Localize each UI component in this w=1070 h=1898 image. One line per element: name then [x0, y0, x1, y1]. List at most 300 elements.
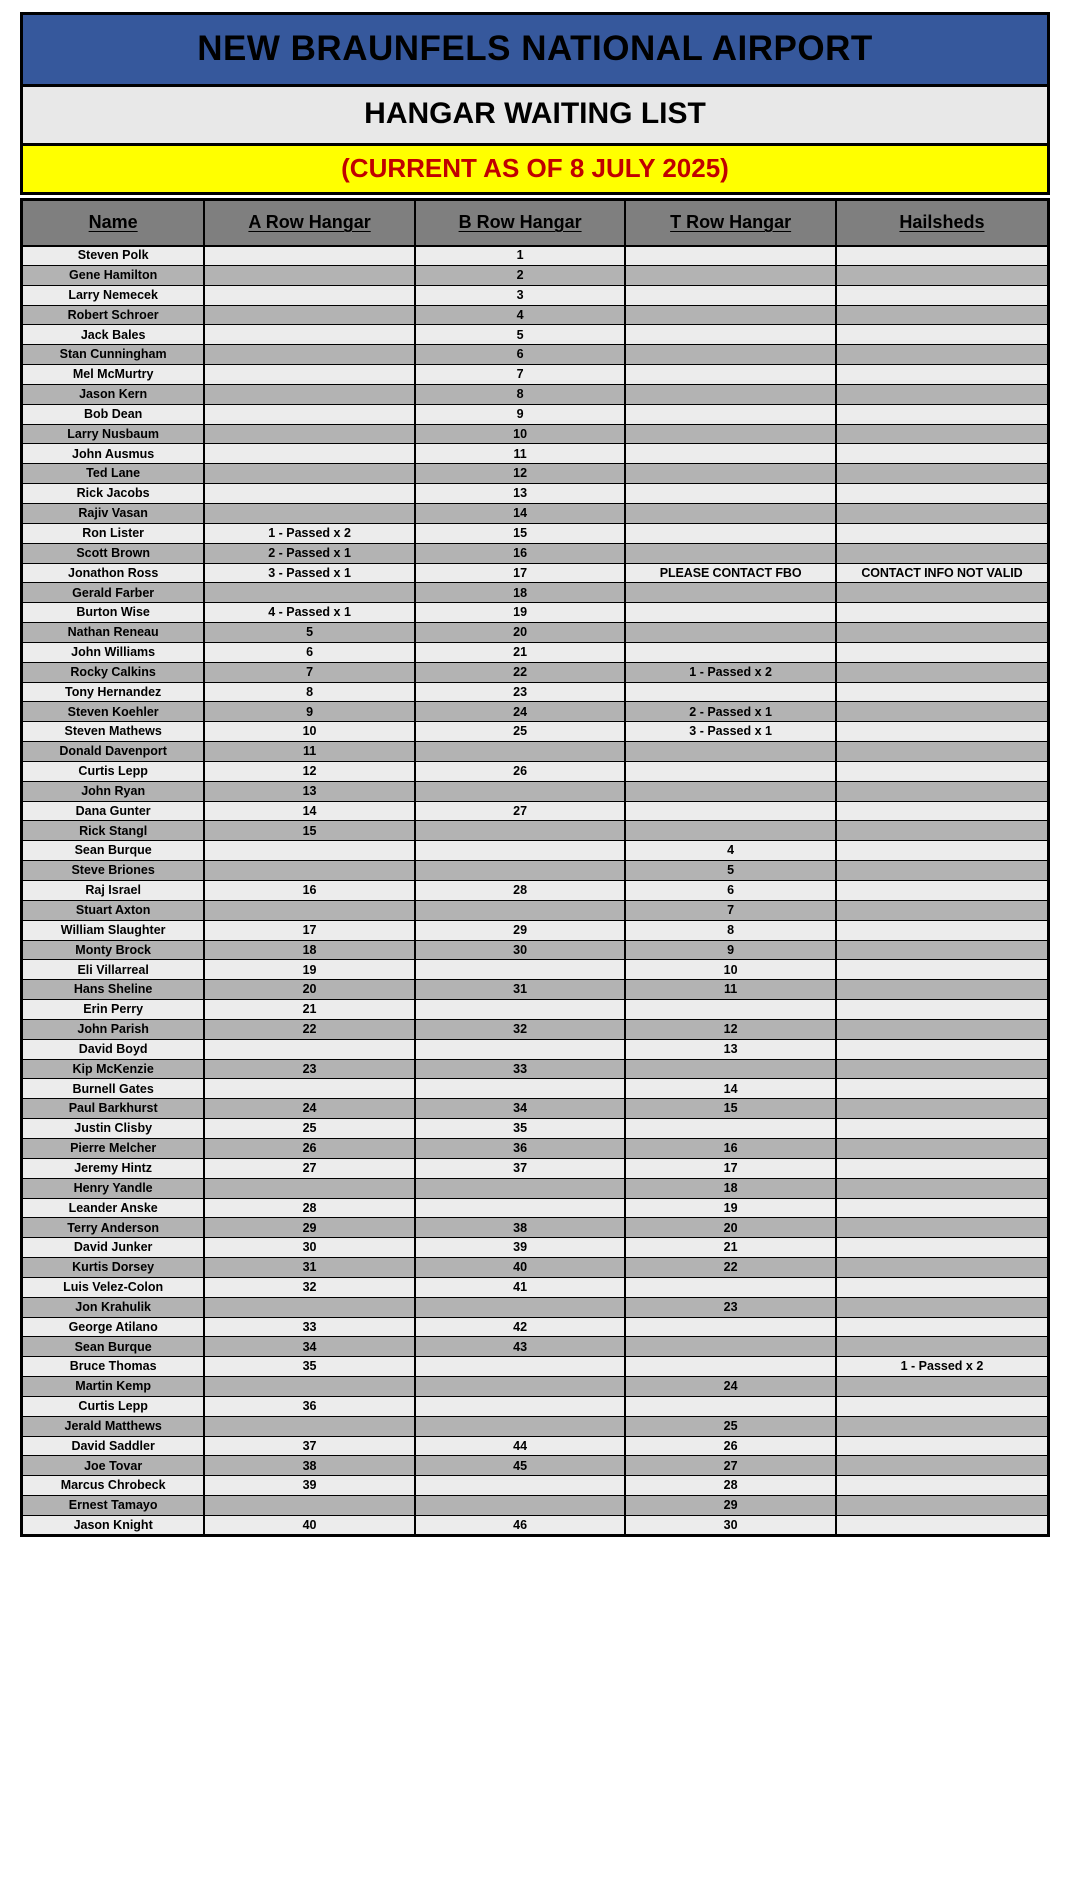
cell-t-row-hangar: 6 [625, 881, 836, 901]
cell-b-row-hangar: 43 [415, 1337, 626, 1357]
cell-b-row-hangar: 27 [415, 801, 626, 821]
cell-hailsheds [836, 1277, 1049, 1297]
cell-b-row-hangar: 42 [415, 1317, 626, 1337]
cell-name: John Ausmus [22, 444, 205, 464]
cell-b-row-hangar [415, 861, 626, 881]
table-row [22, 920, 1049, 940]
cell-t-row-hangar [625, 424, 836, 444]
cell-name: Curtis Lepp [22, 1396, 205, 1416]
cell-a-row-hangar [204, 246, 415, 266]
table-row [22, 424, 1049, 444]
cell-b-row-hangar: 9 [415, 404, 626, 424]
cell-b-row-hangar: 11 [415, 444, 626, 464]
cell-hailsheds [836, 1079, 1049, 1099]
cell-a-row-hangar: 33 [204, 1317, 415, 1337]
cell-name: Joe Tovar [22, 1456, 205, 1476]
cell-a-row-hangar: 16 [204, 881, 415, 901]
cell-b-row-hangar: 7 [415, 365, 626, 385]
cell-name: Hans Sheline [22, 980, 205, 1000]
cell-name: Jason Knight [22, 1516, 205, 1536]
table-row [22, 841, 1049, 861]
cell-a-row-hangar: 35 [204, 1357, 415, 1377]
cell-hailsheds [836, 1436, 1049, 1456]
table-row [22, 1079, 1049, 1099]
cell-t-row-hangar: 22 [625, 1258, 836, 1278]
table-row [22, 761, 1049, 781]
table-row [22, 801, 1049, 821]
table-row [22, 940, 1049, 960]
cell-a-row-hangar: 9 [204, 702, 415, 722]
cell-a-row-hangar [204, 861, 415, 881]
cell-name: Gerald Farber [22, 583, 205, 603]
cell-hailsheds [836, 1317, 1049, 1337]
cell-name: Luis Velez-Colon [22, 1277, 205, 1297]
cell-t-row-hangar [625, 1317, 836, 1337]
table-row [22, 1099, 1049, 1119]
cell-hailsheds [836, 722, 1049, 742]
table-row [22, 1277, 1049, 1297]
cell-b-row-hangar: 34 [415, 1099, 626, 1119]
table-row [22, 1178, 1049, 1198]
table-body [22, 246, 1049, 1536]
table-row [22, 503, 1049, 523]
cell-a-row-hangar: 30 [204, 1238, 415, 1258]
cell-t-row-hangar [625, 285, 836, 305]
cell-a-row-hangar: 34 [204, 1337, 415, 1357]
cell-name: Erin Perry [22, 1000, 205, 1020]
cell-t-row-hangar: 23 [625, 1297, 836, 1317]
table-row [22, 702, 1049, 722]
cell-a-row-hangar: 31 [204, 1258, 415, 1278]
cell-t-row-hangar: 12 [625, 1019, 836, 1039]
cell-name: Leander Anske [22, 1198, 205, 1218]
table-row [22, 1337, 1049, 1357]
table-row [22, 1059, 1049, 1079]
cell-hailsheds [836, 523, 1049, 543]
cell-a-row-hangar: 39 [204, 1476, 415, 1496]
cell-name: Gene Hamilton [22, 265, 205, 285]
cell-name: Tony Hernandez [22, 682, 205, 702]
cell-b-row-hangar: 19 [415, 603, 626, 623]
cell-name: Curtis Lepp [22, 761, 205, 781]
cell-hailsheds [836, 881, 1049, 901]
table-row [22, 1258, 1049, 1278]
cell-b-row-hangar: 40 [415, 1258, 626, 1278]
cell-b-row-hangar: 41 [415, 1277, 626, 1297]
cell-b-row-hangar [415, 1178, 626, 1198]
cell-name: Terry Anderson [22, 1218, 205, 1238]
cell-name: John Parish [22, 1019, 205, 1039]
table-row [22, 464, 1049, 484]
cell-a-row-hangar [204, 1496, 415, 1516]
cell-name: Jeremy Hintz [22, 1158, 205, 1178]
cell-t-row-hangar [625, 404, 836, 424]
cell-hailsheds [836, 1238, 1049, 1258]
cell-name: Mel McMurtry [22, 365, 205, 385]
cell-name: Jason Kern [22, 384, 205, 404]
cell-name: David Junker [22, 1238, 205, 1258]
cell-t-row-hangar: 7 [625, 900, 836, 920]
cell-name: Steven Polk [22, 246, 205, 266]
cell-a-row-hangar [204, 424, 415, 444]
table-row [22, 1019, 1049, 1039]
table-header-row [22, 200, 1049, 246]
table-row [22, 543, 1049, 563]
cell-b-row-hangar: 35 [415, 1119, 626, 1139]
table-row [22, 1218, 1049, 1238]
cell-a-row-hangar [204, 404, 415, 424]
cell-t-row-hangar [625, 365, 836, 385]
cell-a-row-hangar [204, 841, 415, 861]
cell-a-row-hangar: 11 [204, 742, 415, 762]
cell-t-row-hangar [625, 305, 836, 325]
table-row [22, 821, 1049, 841]
cell-t-row-hangar [625, 484, 836, 504]
cell-b-row-hangar [415, 1297, 626, 1317]
cell-a-row-hangar [204, 900, 415, 920]
cell-t-row-hangar: 10 [625, 960, 836, 980]
cell-t-row-hangar [625, 503, 836, 523]
cell-b-row-hangar: 31 [415, 980, 626, 1000]
cell-t-row-hangar: 28 [625, 1476, 836, 1496]
table-row [22, 246, 1049, 266]
cell-t-row-hangar [625, 246, 836, 266]
cell-hailsheds [836, 265, 1049, 285]
cell-t-row-hangar [625, 781, 836, 801]
cell-name: Henry Yandle [22, 1178, 205, 1198]
cell-a-row-hangar: 29 [204, 1218, 415, 1238]
cell-a-row-hangar: 15 [204, 821, 415, 841]
cell-name: Donald Davenport [22, 742, 205, 762]
cell-b-row-hangar [415, 781, 626, 801]
cell-t-row-hangar: 25 [625, 1416, 836, 1436]
cell-b-row-hangar: 39 [415, 1238, 626, 1258]
cell-t-row-hangar [625, 1337, 836, 1357]
cell-hailsheds [836, 781, 1049, 801]
cell-hailsheds [836, 603, 1049, 623]
cell-a-row-hangar: 26 [204, 1138, 415, 1158]
cell-t-row-hangar: 1 - Passed x 2 [625, 662, 836, 682]
cell-t-row-hangar: 16 [625, 1138, 836, 1158]
cell-b-row-hangar: 13 [415, 484, 626, 504]
cell-hailsheds [836, 920, 1049, 940]
table-row [22, 1357, 1049, 1377]
cell-t-row-hangar [625, 623, 836, 643]
table-row [22, 1138, 1049, 1158]
cell-hailsheds [836, 1297, 1049, 1317]
cell-name: Stan Cunningham [22, 345, 205, 365]
cell-a-row-hangar: 23 [204, 1059, 415, 1079]
cell-hailsheds [836, 1059, 1049, 1079]
cell-hailsheds [836, 345, 1049, 365]
cell-name: Justin Clisby [22, 1119, 205, 1139]
table-row [22, 662, 1049, 682]
cell-b-row-hangar: 10 [415, 424, 626, 444]
cell-name: Dana Gunter [22, 801, 205, 821]
cell-b-row-hangar: 38 [415, 1218, 626, 1238]
cell-t-row-hangar [625, 583, 836, 603]
cell-b-row-hangar: 36 [415, 1138, 626, 1158]
cell-t-row-hangar: 15 [625, 1099, 836, 1119]
cell-hailsheds [836, 1377, 1049, 1397]
cell-b-row-hangar: 12 [415, 464, 626, 484]
cell-a-row-hangar: 8 [204, 682, 415, 702]
cell-b-row-hangar [415, 1416, 626, 1436]
cell-a-row-hangar: 27 [204, 1158, 415, 1178]
cell-hailsheds [836, 1258, 1049, 1278]
cell-name: Monty Brock [22, 940, 205, 960]
cell-t-row-hangar [625, 801, 836, 821]
cell-name: Bruce Thomas [22, 1357, 205, 1377]
cell-a-row-hangar: 40 [204, 1516, 415, 1536]
cell-b-row-hangar: 22 [415, 662, 626, 682]
cell-t-row-hangar [625, 265, 836, 285]
cell-name: Robert Schroer [22, 305, 205, 325]
table-row [22, 1317, 1049, 1337]
table-row [22, 523, 1049, 543]
cell-b-row-hangar: 15 [415, 523, 626, 543]
hangar-waiting-list-table [20, 198, 1050, 1537]
table-row [22, 1516, 1049, 1536]
table-row [22, 1198, 1049, 1218]
cell-t-row-hangar [625, 1357, 836, 1377]
cell-name: Larry Nusbaum [22, 424, 205, 444]
cell-name: Stuart Axton [22, 900, 205, 920]
table-row [22, 305, 1049, 325]
cell-t-row-hangar: 11 [625, 980, 836, 1000]
cell-b-row-hangar: 33 [415, 1059, 626, 1079]
cell-name: Paul Barkhurst [22, 1099, 205, 1119]
cell-t-row-hangar [625, 1277, 836, 1297]
cell-name: Raj Israel [22, 881, 205, 901]
cell-t-row-hangar: 30 [625, 1516, 836, 1536]
cell-hailsheds [836, 1198, 1049, 1218]
cell-name: Rick Jacobs [22, 484, 205, 504]
cell-t-row-hangar: 24 [625, 1377, 836, 1397]
cell-a-row-hangar: 24 [204, 1099, 415, 1119]
airport-title: NEW BRAUNFELS NATIONAL AIRPORT [23, 15, 1047, 84]
cell-t-row-hangar [625, 543, 836, 563]
cell-name: David Saddler [22, 1436, 205, 1456]
cell-a-row-hangar: 1 - Passed x 2 [204, 523, 415, 543]
cell-b-row-hangar: 32 [415, 1019, 626, 1039]
cell-a-row-hangar: 4 - Passed x 1 [204, 603, 415, 623]
table-row [22, 484, 1049, 504]
cell-hailsheds [836, 285, 1049, 305]
table-row [22, 563, 1049, 583]
table-row [22, 1496, 1049, 1516]
cell-b-row-hangar: 26 [415, 761, 626, 781]
table-row [22, 1436, 1049, 1456]
cell-t-row-hangar [625, 742, 836, 762]
table-row [22, 1039, 1049, 1059]
cell-name: George Atilano [22, 1317, 205, 1337]
table-row [22, 642, 1049, 662]
table-row [22, 1000, 1049, 1020]
cell-name: Steven Mathews [22, 722, 205, 742]
cell-name: Ernest Tamayo [22, 1496, 205, 1516]
cell-name: Jerald Matthews [22, 1416, 205, 1436]
cell-t-row-hangar: PLEASE CONTACT FBO [625, 563, 836, 583]
table-row [22, 325, 1049, 345]
cell-t-row-hangar: 14 [625, 1079, 836, 1099]
cell-hailsheds [836, 841, 1049, 861]
cell-hailsheds [836, 464, 1049, 484]
cell-hailsheds [836, 404, 1049, 424]
cell-t-row-hangar: 19 [625, 1198, 836, 1218]
cell-hailsheds [836, 1138, 1049, 1158]
cell-name: Jonathon Ross [22, 563, 205, 583]
cell-hailsheds: CONTACT INFO NOT VALID [836, 563, 1049, 583]
cell-hailsheds [836, 543, 1049, 563]
cell-b-row-hangar: 8 [415, 384, 626, 404]
table-row [22, 404, 1049, 424]
table-row [22, 900, 1049, 920]
cell-t-row-hangar: 9 [625, 940, 836, 960]
cell-b-row-hangar: 28 [415, 881, 626, 901]
cell-t-row-hangar: 8 [625, 920, 836, 940]
cell-b-row-hangar [415, 841, 626, 861]
cell-t-row-hangar [625, 1000, 836, 1020]
cell-name: Ron Lister [22, 523, 205, 543]
column-header-t-row-hangar: T Row Hangar [625, 200, 836, 246]
cell-a-row-hangar [204, 1416, 415, 1436]
column-header-b-row-hangar: B Row Hangar [415, 200, 626, 246]
cell-t-row-hangar [625, 1119, 836, 1139]
cell-name: Eli Villarreal [22, 960, 205, 980]
table-row [22, 345, 1049, 365]
cell-a-row-hangar: 2 - Passed x 1 [204, 543, 415, 563]
table-row [22, 265, 1049, 285]
cell-hailsheds [836, 583, 1049, 603]
cell-a-row-hangar: 18 [204, 940, 415, 960]
cell-a-row-hangar: 7 [204, 662, 415, 682]
cell-a-row-hangar: 37 [204, 1436, 415, 1456]
cell-name: Ted Lane [22, 464, 205, 484]
cell-b-row-hangar: 25 [415, 722, 626, 742]
cell-hailsheds [836, 821, 1049, 841]
cell-t-row-hangar: 5 [625, 861, 836, 881]
cell-hailsheds: 1 - Passed x 2 [836, 1357, 1049, 1377]
cell-hailsheds [836, 1337, 1049, 1357]
table-row [22, 881, 1049, 901]
cell-b-row-hangar: 21 [415, 642, 626, 662]
cell-name: John Ryan [22, 781, 205, 801]
cell-t-row-hangar [625, 1396, 836, 1416]
cell-name: Sean Burque [22, 841, 205, 861]
cell-hailsheds [836, 246, 1049, 266]
table-row [22, 1238, 1049, 1258]
table-row [22, 781, 1049, 801]
table-row [22, 623, 1049, 643]
cell-hailsheds [836, 1000, 1049, 1020]
cell-name: Scott Brown [22, 543, 205, 563]
cell-a-row-hangar: 28 [204, 1198, 415, 1218]
cell-t-row-hangar: 27 [625, 1456, 836, 1476]
cell-hailsheds [836, 1396, 1049, 1416]
cell-name: John Williams [22, 642, 205, 662]
cell-b-row-hangar [415, 1377, 626, 1397]
cell-hailsheds [836, 801, 1049, 821]
table-row [22, 960, 1049, 980]
cell-name: Burton Wise [22, 603, 205, 623]
cell-b-row-hangar: 45 [415, 1456, 626, 1476]
cell-name: Nathan Reneau [22, 623, 205, 643]
cell-t-row-hangar [625, 821, 836, 841]
cell-a-row-hangar: 32 [204, 1277, 415, 1297]
cell-b-row-hangar: 1 [415, 246, 626, 266]
document-banner [20, 12, 1050, 195]
cell-name: Steve Briones [22, 861, 205, 881]
cell-hailsheds [836, 960, 1049, 980]
cell-b-row-hangar: 14 [415, 503, 626, 523]
cell-a-row-hangar [204, 1178, 415, 1198]
cell-hailsheds [836, 1476, 1049, 1496]
cell-a-row-hangar [204, 325, 415, 345]
cell-name: Martin Kemp [22, 1377, 205, 1397]
cell-hailsheds [836, 365, 1049, 385]
cell-b-row-hangar: 17 [415, 563, 626, 583]
cell-t-row-hangar: 3 - Passed x 1 [625, 722, 836, 742]
cell-a-row-hangar [204, 384, 415, 404]
cell-b-row-hangar [415, 1496, 626, 1516]
cell-b-row-hangar [415, 960, 626, 980]
cell-a-row-hangar: 38 [204, 1456, 415, 1476]
cell-name: Kurtis Dorsey [22, 1258, 205, 1278]
cell-a-row-hangar [204, 583, 415, 603]
cell-b-row-hangar: 23 [415, 682, 626, 702]
cell-hailsheds [836, 1516, 1049, 1536]
table-row [22, 742, 1049, 762]
cell-name: Sean Burque [22, 1337, 205, 1357]
cell-name: Burnell Gates [22, 1079, 205, 1099]
cell-hailsheds [836, 1158, 1049, 1178]
cell-b-row-hangar [415, 1039, 626, 1059]
document-subtitle: HANGAR WAITING LIST [23, 84, 1047, 143]
cell-b-row-hangar: 46 [415, 1516, 626, 1536]
cell-hailsheds [836, 1039, 1049, 1059]
cell-hailsheds [836, 1218, 1049, 1238]
cell-t-row-hangar [625, 523, 836, 543]
table-row [22, 722, 1049, 742]
cell-b-row-hangar [415, 1476, 626, 1496]
table-row [22, 285, 1049, 305]
cell-b-row-hangar [415, 1198, 626, 1218]
cell-a-row-hangar: 19 [204, 960, 415, 980]
cell-t-row-hangar: 13 [625, 1039, 836, 1059]
table-row [22, 1158, 1049, 1178]
column-header-hailsheds: Hailsheds [836, 200, 1049, 246]
cell-t-row-hangar [625, 444, 836, 464]
cell-a-row-hangar [204, 444, 415, 464]
cell-a-row-hangar: 6 [204, 642, 415, 662]
cell-a-row-hangar [204, 1297, 415, 1317]
cell-b-row-hangar: 29 [415, 920, 626, 940]
cell-a-row-hangar: 20 [204, 980, 415, 1000]
cell-b-row-hangar: 4 [415, 305, 626, 325]
cell-b-row-hangar: 24 [415, 702, 626, 722]
cell-name: Kip McKenzie [22, 1059, 205, 1079]
cell-hailsheds [836, 761, 1049, 781]
cell-a-row-hangar [204, 305, 415, 325]
cell-b-row-hangar: 37 [415, 1158, 626, 1178]
table-row [22, 1297, 1049, 1317]
cell-a-row-hangar [204, 503, 415, 523]
table-row [22, 861, 1049, 881]
cell-b-row-hangar [415, 900, 626, 920]
cell-a-row-hangar [204, 1377, 415, 1397]
cell-b-row-hangar: 3 [415, 285, 626, 305]
